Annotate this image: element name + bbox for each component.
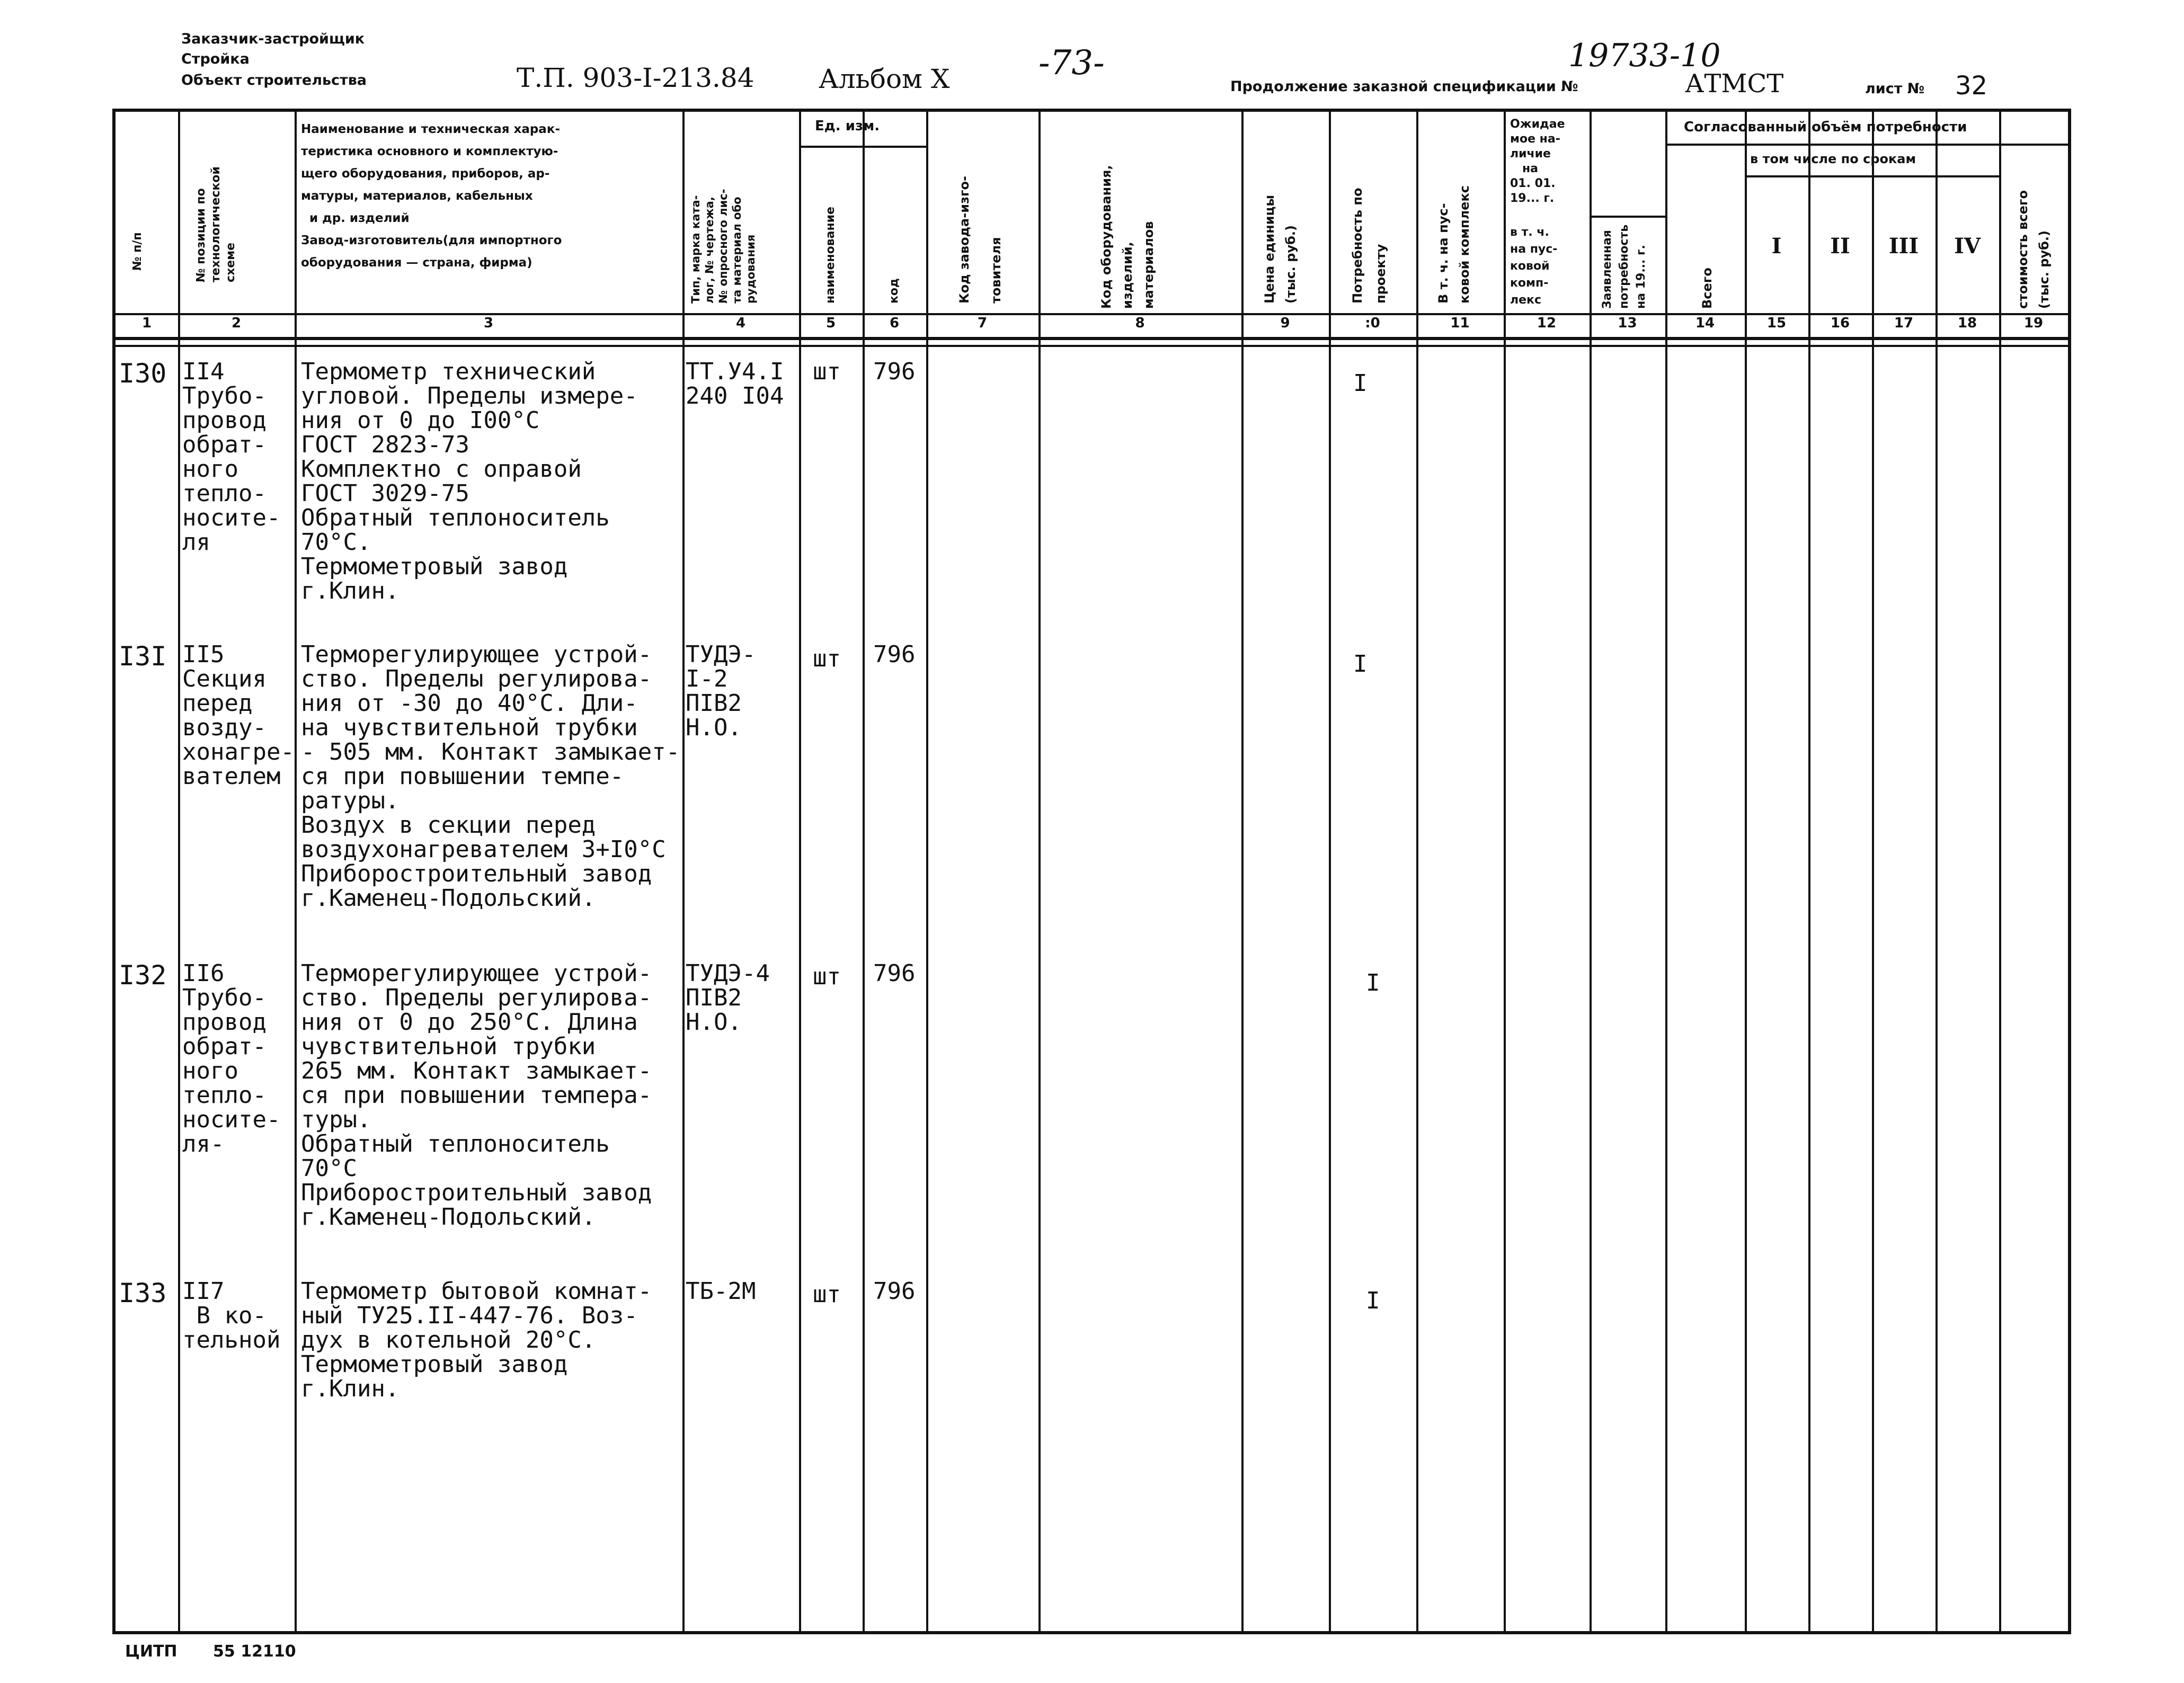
row-position: II4 Трубо- провод обрат- ного тепло- носите- ля [182, 358, 281, 556]
row-unit: шт [813, 1281, 841, 1308]
col-number: 9 [1280, 315, 1290, 331]
col-number: 15 [1766, 315, 1787, 331]
specification-table [112, 109, 2071, 1634]
col-number: 12 [1537, 315, 1557, 331]
row-num: I3I [119, 641, 167, 672]
col-number: 4 [735, 315, 746, 331]
row-unit-code: 796 [873, 1278, 916, 1305]
continuation-label: Продолжение заказной спецификации № [1230, 78, 1578, 95]
row-position: II5 Секция перед возду- хонагре- вателем [182, 641, 295, 790]
project-code: Т.П. 903-I-213.84 [517, 63, 754, 93]
customer-label: Заказчик-застройщик [181, 31, 365, 47]
col-number: 16 [1830, 315, 1850, 331]
col-number: 13 [1618, 315, 1637, 331]
row-need: I [1366, 969, 1380, 996]
row-type: ТБ-2М [686, 1278, 756, 1305]
row-unit-code: 796 [873, 960, 916, 987]
sheet-number: 32 [1955, 71, 1988, 101]
site-label: Стройка [181, 51, 250, 67]
row-position: II6 Трубо- провод обрат- ного тепло- носите- ля- [182, 960, 281, 1157]
col-number: 14 [1695, 315, 1715, 331]
row-type: ТТ.У4.I 240 I04 [686, 358, 784, 409]
sheet-label: лист № [1865, 81, 1925, 97]
col-number: 18 [1957, 315, 1977, 331]
row-unit-code: 796 [873, 358, 916, 385]
col-number: 11 [1450, 315, 1470, 331]
col-number: 19 [2023, 315, 2044, 331]
header-unit-price: Цена единицы (тыс. руб.) [1262, 194, 1298, 304]
row-need: I [1353, 370, 1368, 397]
doc-number: 19733-10 [1568, 37, 1721, 74]
row-unit: шт [813, 963, 841, 990]
object-label: Объект строительства [181, 72, 367, 88]
header-cost: стоимость всего (тыс. руб.) [2016, 190, 2052, 309]
col-number: 3 [483, 315, 494, 331]
row-unit: шт [813, 645, 841, 672]
row-name: Терморегулирующее устрой- ство. Пределы регулирова- ния от -30 до 40°С. Дли- на чувствительной трубки - 505 мм. Контакт замыкает- ся при повышении темпе- ратуры. Воздух в секции перед воздухонагревателем 3+I0°С Приборостроительный завод г.Каменец-Подольский. [301, 641, 680, 912]
col-number: 7 [977, 315, 988, 331]
header-terms: в том числе по срокам [1750, 152, 1916, 166]
header-equipment-code: Код оборудования, изделий, материалов [1099, 165, 1156, 309]
header-term-4: IV [1954, 234, 1981, 259]
album-label: Альбом X [819, 64, 950, 94]
header-term-3: III [1888, 234, 1919, 259]
col-number: 1 [141, 315, 152, 331]
header-total: Всего [1700, 268, 1715, 309]
header-type: Тип, марка ката- лог, № чертежа, № опросного лис- та материал обо рудования [689, 189, 757, 304]
header-declared: Заявленная потребность на 19... г. [1601, 224, 1648, 309]
header-expected: Ожидае мое на- личие на 01. 01. 19... г. [1510, 118, 1565, 205]
header-factory-code: Код завода-изго- товителя [957, 176, 1004, 304]
spec-code: АТМСТ [1685, 69, 1784, 99]
row-need: I [1366, 1287, 1380, 1314]
page-mark: -73- [1038, 43, 1105, 83]
row-name: Термометр технический угловой. Пределы измере- ния от 0 до I00°С ГОСТ 2823-73 Комплектно с оправой ГОСТ 3029-75 Обратный теплоноситель 70°С. Термометровый завод г.Клин. [301, 358, 638, 604]
footer-org: ЦИТП [125, 1642, 177, 1661]
header-unit-name: наименование [824, 207, 837, 304]
col-number: 5 [825, 315, 836, 331]
row-num: I33 [119, 1278, 167, 1308]
header-term-1: I [1771, 234, 1782, 259]
col-number: 2 [231, 315, 242, 331]
header-num: № п/п [131, 232, 144, 271]
row-name: Терморегулирующее устрой- ство. Пределы регулирова- ния от 0 до 250°С. Длина чувствительной трубки 265 мм. Контакт замыкает- ся при повышении темпера- туры. Обратный теплоноситель 70°С Приборостроительный завод г.Каменец-Подольский. [301, 960, 652, 1231]
col-number: 17 [1894, 315, 1914, 331]
row-type: ТУДЭ-4 ПIВ2 Н.О. [686, 960, 770, 1036]
header-name: Наименование и техническая харак- теристика основного и комплектую- щего оборудования, приборов, ар- матуры, материалов, кабельных и др. изделий Завод-изготовитель(для импортного оборудования — страна, фирма) [301, 122, 562, 270]
row-num: I30 [119, 358, 167, 389]
header-expected-launch: в т. ч. на пус- ковой комп- лекс [1510, 226, 1558, 307]
header-launch: В т. ч. на пус- ковой комплекс [1436, 185, 1472, 304]
col-number: 8 [1135, 315, 1145, 331]
header-unit-code: код [887, 278, 901, 304]
row-unit-code: 796 [873, 641, 916, 668]
row-type: ТУДЭ- I-2 ПIВ2 Н.О. [686, 641, 756, 741]
col-number: :0 [1365, 315, 1380, 331]
col-number: 6 [889, 315, 900, 331]
row-need: I [1353, 651, 1368, 678]
row-position: II7 В ко- тельной [182, 1278, 281, 1353]
footer-code: 55 12110 [213, 1642, 296, 1661]
row-name: Термометр бытовой комнат- ный ТУ25.II-447-76. Воз- дух в котельной 20°С. Термометровый завод г.Клин. [301, 1278, 652, 1402]
header-term-2: II [1830, 234, 1850, 259]
row-unit: шт [813, 358, 841, 385]
header-need: Потребность по проекту [1350, 188, 1388, 304]
header-units: Ед. изм. [815, 118, 880, 134]
header-position: № позиции по технологической схеме [194, 166, 237, 282]
header-agreed: Согласованный объём потребности [1684, 119, 1967, 135]
row-num: I32 [119, 960, 167, 991]
